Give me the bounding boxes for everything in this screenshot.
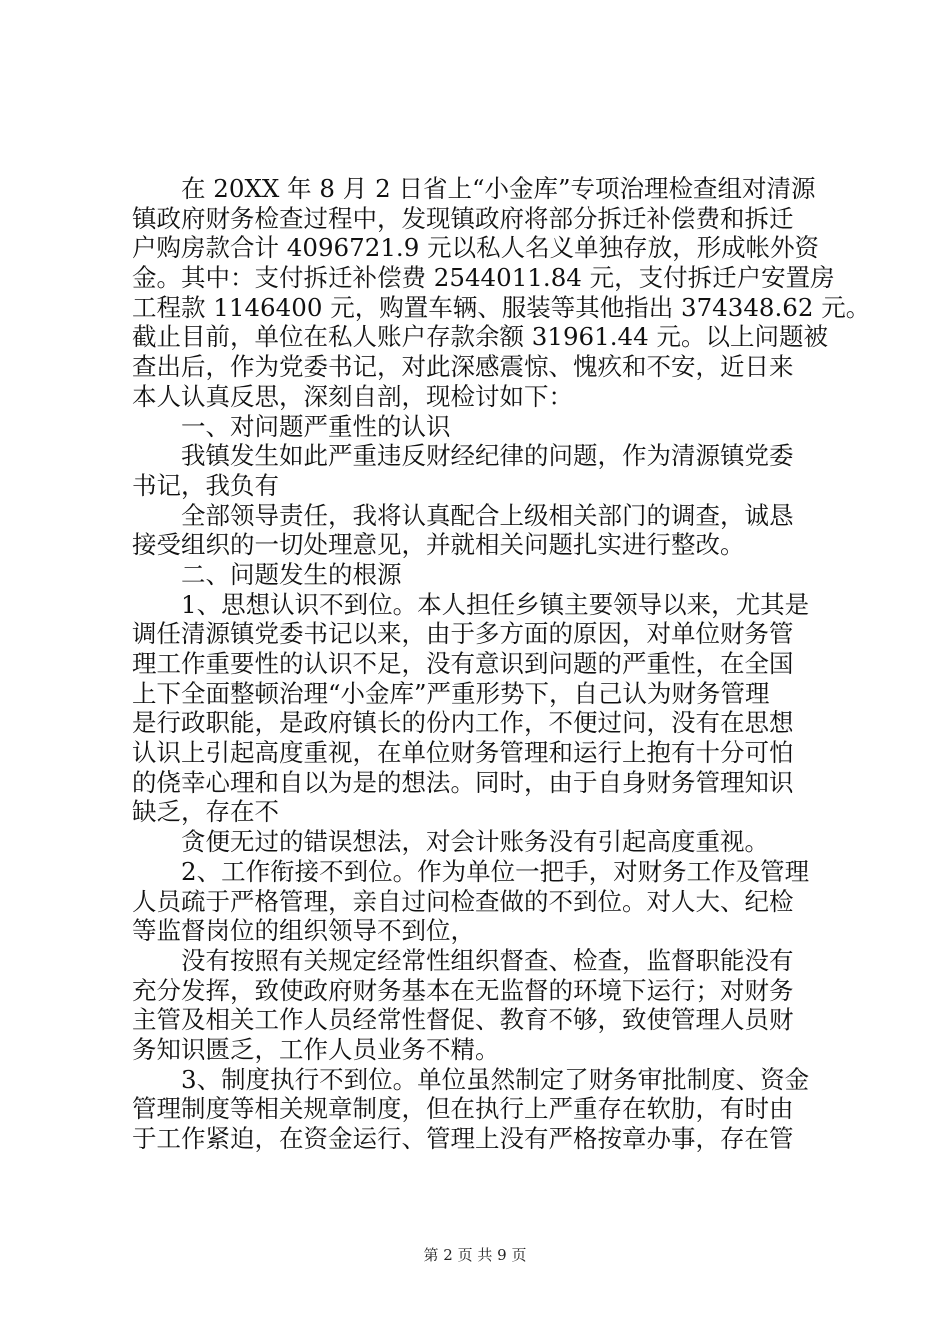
page-footer: 第 2 页 共 9 页 <box>423 1246 527 1264</box>
text-line: 本人认真反思，深刻自剖，现检讨如下： <box>132 381 573 411</box>
text-line: 于工作紧迫，在资金运行、管理上没有严格按章办事，存在管 <box>132 1124 794 1153</box>
text-line: 查出后，作为党委书记，对此深感震惊、愧疚和不安，近日来 <box>132 352 794 382</box>
text-line: 务知识匮乏，工作人员业务不精。 <box>132 1034 500 1064</box>
text-line: 2、工作衔接不到位。作为单位一把手，对财务工作及管理 <box>132 856 810 886</box>
text-line: 全部领导责任，我将认真配合上级相关部门的调查，诚恳 <box>132 500 794 530</box>
text-line: 截止目前，单位在私人账户存款余额 31961.44 元。以上问题被 <box>132 322 828 352</box>
text-line: 上下全面整顿治理“小金库”严重形势下，自己认为财务管理 <box>132 678 770 708</box>
text-line: 的侥幸心理和自以为是的想法。同时，由于自身财务管理知识 <box>132 767 794 797</box>
text-line: 理工作重要性的认识不足，没有意识到问题的严重性，在全国 <box>132 649 794 678</box>
text-line: 接受组织的一切处理意见，并就相关问题扎实进行整改。 <box>132 530 745 560</box>
text-line: 金。其中：支付拆迁补偿费 2544011.84 元，支付拆迁户安置房 <box>132 263 835 293</box>
text-line: 我镇发生如此严重违反财经纪律的问题，作为清源镇党委 <box>132 441 794 471</box>
text-line: 镇政府财务检查过程中，发现镇政府将部分拆迁补偿费和拆迁 <box>132 203 794 233</box>
text-line: 没有按照有关规定经常性组织督查、检查，监督职能没有 <box>132 945 794 975</box>
text-line: 贪便无过的错误想法，对会计账务没有引起高度重视。 <box>132 827 769 857</box>
text-line: 管理制度等相关规章制度，但在执行上严重存在软肋，有时由 <box>132 1094 794 1124</box>
text-line: 认识上引起高度重视，在单位财务管理和运行上抱有十分可怕 <box>132 738 794 768</box>
text-line: 充分发挥，致使政府财务基本在无监督的环境下运行；对财务 <box>132 975 794 1005</box>
text-line: 等监督岗位的组织领导不到位， <box>132 916 475 946</box>
document-body <box>132 174 871 1154</box>
text-line: 主管及相关工作人员经常性督促、教育不够，致使管理人员财 <box>132 1005 794 1035</box>
text-line: 户购房款合计 4096721.9 元以私人名义单独存放，形成帐外资 <box>132 233 820 263</box>
text-line: 二、问题发生的根源 <box>132 559 402 589</box>
text-line: 缺乏，存在不 <box>132 797 279 827</box>
text-line: 1、思想认识不到位。本人担任乡镇主要领导以来，尤其是 <box>132 589 810 619</box>
text-line: 在 20XX 年 8 月 2 日省上“小金库”专项治理检查组对清源 <box>132 174 816 203</box>
text-line: 一、对问题严重性的认识 <box>132 411 451 441</box>
text-line: 书记，我负有 <box>132 470 279 500</box>
text-line: 工程款 1146400 元，购置车辆、服装等其他指出 374348.62 元。 <box>132 292 871 322</box>
text-line: 人员疏于严格管理，亲自过问检查做的不到位。对人大、纪检 <box>132 886 794 916</box>
text-line: 是行政职能，是政府镇长的份内工作，不便过问，没有在思想 <box>132 708 794 738</box>
text-line: 3、制度执行不到位。单位虽然制定了财务审批制度、资金 <box>132 1064 810 1094</box>
text-line: 调任清源镇党委书记以来，由于多方面的原因，对单位财务管 <box>132 619 794 649</box>
